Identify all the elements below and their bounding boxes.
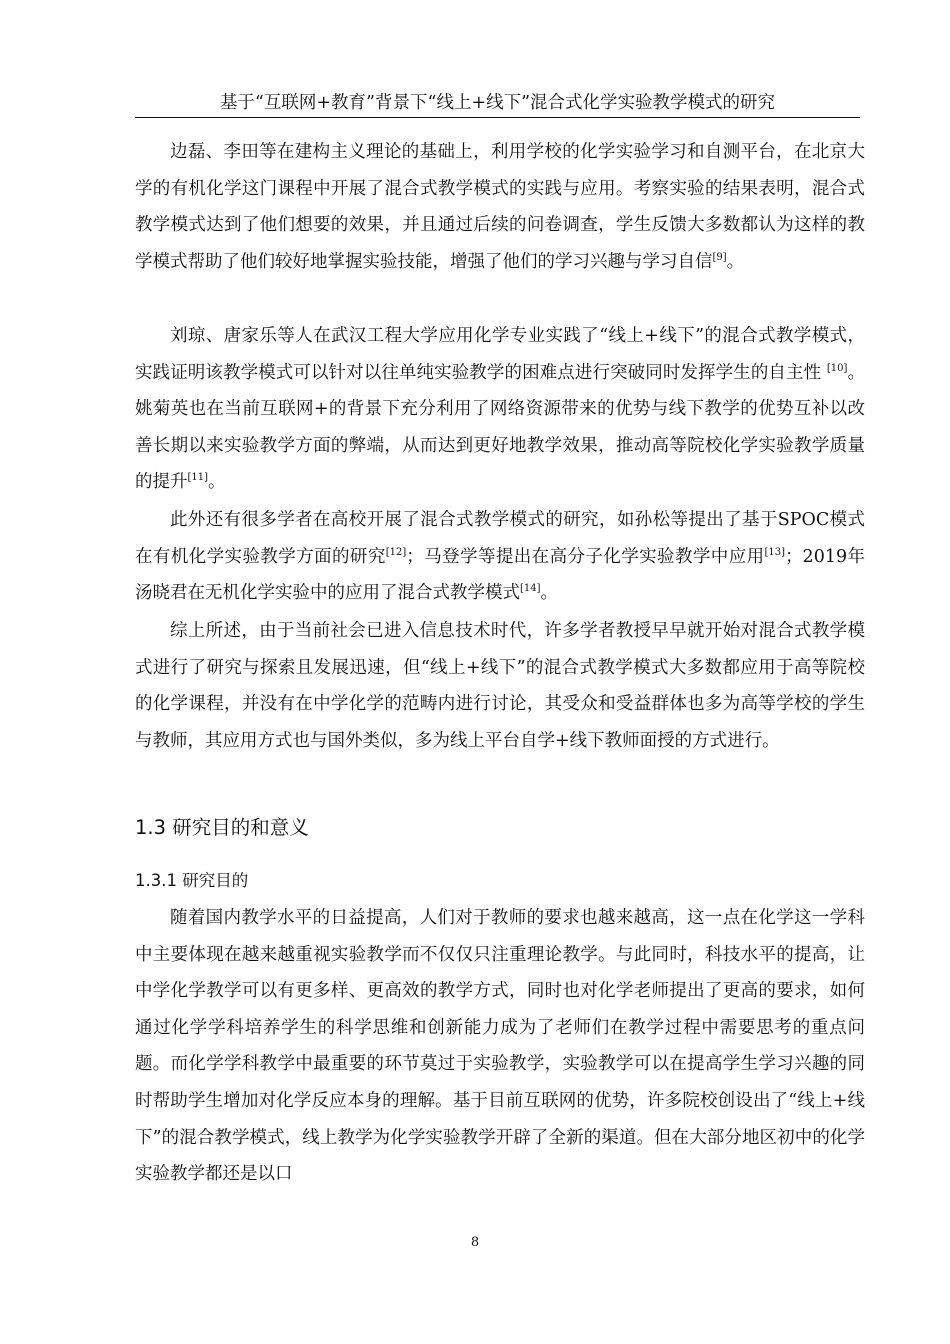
paragraph-text: ；2019年汤晓君在无机化学实验中的应用了混合式教学模式 (135, 546, 866, 604)
citation-ref: [9] (712, 251, 727, 263)
citation-ref: [10] (826, 362, 848, 374)
paragraph-text: 边磊、李田等在建构主义理论的基础上，利用学校的化学实验学习和自测平台，在北京大学的有机化学这门课程中开展了混合式教学模式的实践与应用。考察实验的结果表明，混合式教学模式达到了他们想要的效果，并且通过后续的问卷调查，学生反馈大多数都认为这样的教学模式帮助了他们较好地掌握实验技能，增强了他们的学习兴趣与学习自信 (135, 142, 865, 272)
header-rule (135, 117, 860, 118)
citation-ref: [13] (764, 546, 786, 558)
section-heading: 1.3 研究目的和意义 (135, 816, 309, 839)
running-header: 基于“互联网+教育”背景下“线上+线下”混合式化学实验教学模式的研究 (219, 93, 776, 113)
paragraph-other-scholars (135, 502, 865, 612)
citation-ref: [11] (187, 472, 209, 484)
paragraph-summary (135, 613, 865, 759)
page-number: 8 (470, 1235, 480, 1250)
paragraph-text: 综上所述，由于当前社会已进入信息技术时代，许多学者教授早早就开始对混合式教学模式进行了研究与探索且发展迅速，但“线上+线下”的混合式教学模式大多数都应用于高等院校的化学课程，并没有在中学化学的范畴内进行讨论，其受众和受益群体也多为高等学校的学生与教师，其应用方式也与国外类似，多为线上平台自学+线下教师面授的方式进行。 (135, 621, 865, 751)
paragraph-text: 此外还有很多学者在高校开展了混合式教学模式的研究，如孙松等提出了基于SPOC模式在有机化学实验教学方面的研究 (135, 510, 865, 567)
paragraph-text: ；马登学等提出在高分子化学实验教学中应用 (406, 546, 765, 567)
paragraph-text: 。 (208, 472, 226, 493)
paragraph-text: 。 (726, 251, 745, 272)
paragraph-bian-lei (135, 134, 865, 280)
paragraph-text: 随着国内教学水平的日益提高，人们对于教师的要求也越来越高，这一点在化学这一学科中主要体现在越来越重视实验教学而不仅仅只注重理论教学。与此同时，科技水平的提高，让中学化学教学可以有更多样、更高效的教学方式，同时也对化学老师提出了更高的要求，如何通过化学学科培养学生的科学思维和创新能力成为了老师们在教学过程中需要思考的重点问题。而化学学科教学中最重要的环节莫过于实验教学，实验教学可以在提高学生学习兴趣的同时帮助学生增加对化学反应本身的理解。基于目前互联网的优势，许多院校创设出了“线上+线下”的混合教学模式，线上教学为化学实验教学开辟了全新的渠道。但在大部分地区初中的化学实验教学都还是以口 (135, 908, 865, 1185)
citation-ref: [12] (385, 546, 407, 558)
paragraph-liu-qiong (135, 318, 865, 501)
paragraph-research-purpose (135, 900, 865, 1193)
citation-ref: [14] (520, 583, 541, 595)
paragraph-text: 。姚菊英也在当前互联网+的背景下充分利用了网络资源带来的优势与线下教学的优势互补以改善长期以来实验教学方面的弊端，从而达到更好地教学效果，推动高等院校化学实验教学质量的提升 (135, 362, 866, 493)
paragraph-text: 刘琼、唐家乐等人在武汉工程大学应用化学专业实践了“线上+线下”的混合式教学模式，实践证明该教学模式可以针对以往单纯实验教学的困难点进行突破同时发挥学生的自主性 (135, 326, 865, 383)
subsection-heading: 1.3.1 研究目的 (135, 871, 249, 890)
paragraph-text: 。 (540, 583, 559, 604)
